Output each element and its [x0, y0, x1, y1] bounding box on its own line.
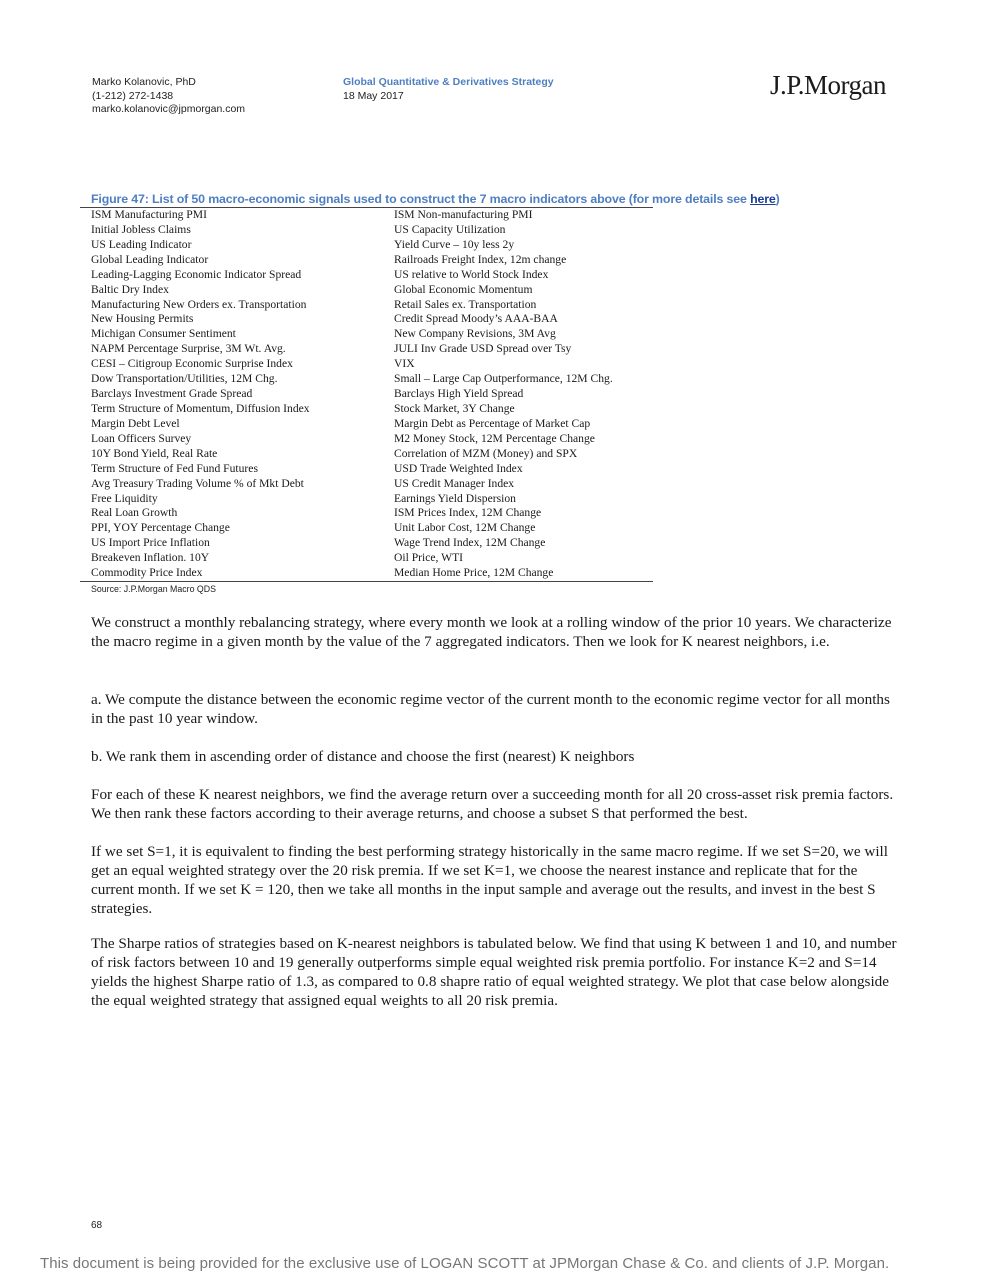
signal-cell-left: Baltic Dry Index: [91, 282, 169, 296]
signals-table: [80, 208, 653, 581]
signal-cell-left: Loan Officers Survey: [91, 431, 192, 445]
signal-cell-right: VIX: [394, 357, 415, 371]
signal-row: [80, 357, 653, 372]
signal-cell-left: Global Leading Indicator: [91, 252, 209, 266]
signal-cell-left: Real Loan Growth: [91, 506, 178, 520]
signal-cell-right: New Company Revisions, 3M Avg: [394, 327, 556, 341]
paragraph-intro: [91, 613, 899, 651]
signal-row: [80, 223, 653, 238]
signal-row: [80, 238, 653, 253]
signal-cell-right: ISM Prices Index, 12M Change: [394, 506, 542, 520]
signal-cell-right: Global Economic Momentum: [394, 282, 533, 296]
paragraph-text: We construct a monthly rebalancing strategy, where every month we look at a rolling window of the prior 10 years. We characterize the macro regime in a given month by the value of the 7 aggregated indicators. Then we look for K nearest neighbors, i.e.: [91, 614, 892, 651]
page-number: 68: [91, 1220, 103, 1231]
signal-cell-left: 10Y Bond Yield, Real Rate: [91, 446, 218, 460]
signal-cell-left: Margin Debt Level: [91, 416, 180, 430]
paragraph-average-return: [91, 785, 899, 823]
signal-row: [80, 417, 653, 432]
signal-cell-right: Margin Debt as Percentage of Market Cap: [394, 416, 591, 430]
paragraph-parameters: [91, 842, 899, 918]
paragraph-text: b. We rank them in ascending order of distance and choose the first (nearest) K neighbors: [91, 748, 635, 765]
signal-cell-left: Breakeven Inflation. 10Y: [91, 551, 210, 565]
signal-cell-right: Stock Market, 3Y Change: [394, 401, 515, 415]
signal-cell-left: Manufacturing New Orders ex. Transportation: [91, 297, 307, 311]
signal-row: [80, 521, 653, 536]
signal-cell-left: New Housing Permits: [91, 312, 194, 326]
signal-cell-left: Michigan Consumer Sentiment: [91, 327, 236, 341]
author-email[interactable]: marko.kolanovic@jpmorgan.com: [92, 103, 246, 115]
department-block: [343, 76, 554, 103]
author-block: [92, 76, 245, 117]
signal-row: [80, 208, 653, 223]
signal-row: [80, 372, 653, 387]
signal-cell-left: Dow Transportation/Utilities, 12M Chg.: [91, 372, 278, 386]
signals-table-container: [80, 207, 653, 582]
report-date: 18 May 2017: [343, 89, 404, 102]
paragraph-step-a: [91, 690, 899, 728]
signal-row: [80, 477, 653, 492]
signal-cell-right: Unit Labor Cost, 12M Change: [394, 521, 536, 535]
signal-row: [80, 536, 653, 551]
signal-row: [80, 462, 653, 477]
signal-cell-right: ISM Non-manufacturing PMI: [394, 208, 533, 221]
signal-cell-left: Barclays Investment Grade Spread: [91, 387, 253, 401]
signal-cell-left: Commodity Price Index: [91, 566, 203, 580]
signal-row: [80, 432, 653, 447]
signal-cell-right: M2 Money Stock, 12M Percentage Change: [394, 431, 595, 445]
signal-row: [80, 342, 653, 357]
signal-row: [80, 551, 653, 566]
paragraph-text: For each of these K nearest neighbors, we find the average return over a succeeding month for all 20 cross-asset risk premia factors. We then rank these factors according to their average returns, and choose a subset S that performed the best.: [91, 786, 894, 823]
signal-cell-right: US Capacity Utilization: [394, 222, 506, 236]
signal-row: [80, 312, 653, 327]
signal-row: [80, 283, 653, 298]
paragraph-text: The Sharpe ratios of strategies based on K-nearest neighbors is tabulated below. We find that using K between 1 and 10, and number of risk factors between 10 and 19 generally outperforms simple equal weighted risk premia portfolio. For instance K=2 and S=14 yields the highest Sharpe ratio of 1.3, as compared to 0.8 shapre ratio of equal weighted strategy. We plot that case below alongside the equal weighted strategy that assigned equal weights to all 20 risk premia.: [91, 935, 897, 1010]
paragraph-text: a. We compute the distance between the economic regime vector of the current month to the economic regime vector for all months in the past 10 year window.: [91, 691, 890, 728]
signal-row: [80, 253, 653, 268]
signal-cell-right: Railroads Freight Index, 12m change: [394, 252, 567, 266]
signal-row: [80, 402, 653, 417]
signal-cell-left: Avg Treasury Trading Volume % of Mkt Debt: [91, 476, 304, 490]
signal-cell-left: Free Liquidity: [91, 491, 158, 505]
signal-cell-left: PPI, YOY Percentage Change: [91, 521, 230, 535]
signal-cell-left: Term Structure of Fed Fund Futures: [91, 461, 258, 475]
signal-cell-left: US Leading Indicator: [91, 237, 192, 251]
signal-cell-right: Barclays High Yield Spread: [394, 387, 524, 401]
author-name: Marko Kolanovic, PhD: [92, 76, 196, 88]
signal-cell-right: Median Home Price, 12M Change: [394, 566, 554, 580]
signal-row: [80, 492, 653, 507]
signal-cell-left: CESI – Citigroup Economic Surprise Index: [91, 357, 293, 371]
figure-title: [91, 192, 780, 206]
signal-cell-right: US relative to World Stock Index: [394, 267, 549, 281]
paragraph-step-b: [91, 747, 899, 766]
signals-table-body: [80, 208, 653, 581]
signal-row: [80, 566, 653, 581]
author-phone: (1-212) 272-1438: [92, 89, 174, 102]
paragraph-text: If we set S=1, it is equivalent to finding the best performing strategy historically in the same macro regime. If we set S=20, we will get an equal weighted strategy over the 20 risk premia. If we set K=1, we choose the nearest instance and replicate that for the current month. If we set K = 120, then we take all months in the input sample and average out the results, and invest in the best S strategies.: [91, 843, 888, 918]
signal-cell-right: US Credit Manager Index: [394, 476, 515, 490]
signal-row: [80, 387, 653, 402]
signal-row: [80, 268, 653, 283]
signal-cell-right: Credit Spread Moody’s AAA-BAA: [394, 312, 558, 326]
signal-cell-left: Leading-Lagging Economic Indicator Spread: [91, 267, 302, 281]
signal-cell-left: NAPM Percentage Surprise, 3M Wt. Avg.: [91, 342, 286, 356]
signal-cell-right: Wage Trend Index, 12M Change: [394, 536, 546, 550]
signal-cell-right: Retail Sales ex. Transportation: [394, 297, 537, 311]
signal-cell-right: USD Trade Weighted Index: [394, 461, 523, 475]
figure-title-end: ): [775, 192, 780, 206]
figure-here-link[interactable]: here: [750, 192, 776, 206]
signal-cell-right: Yield Curve – 10y less 2y: [394, 237, 515, 251]
signal-cell-right: Oil Price, WTI: [394, 551, 464, 565]
signal-cell-right: JULI Inv Grade USD Spread over Tsy: [394, 342, 572, 356]
signal-cell-right: Correlation of MZM (Money) and SPX: [394, 446, 578, 460]
signal-cell-left: Initial Jobless Claims: [91, 222, 191, 236]
distribution-footer: This document is being provided for the exclusive use of LOGAN SCOTT at JPMorgan Chase & Co. and clients of J.P. Morgan.: [40, 1255, 890, 1272]
signal-cell-left: US Import Price Inflation: [91, 536, 210, 550]
jpmorgan-logo: J.P.Morgan: [770, 70, 887, 100]
signal-cell-right: Earnings Yield Dispersion: [394, 491, 516, 505]
figure-source: Source: J.P.Morgan Macro QDS: [91, 584, 216, 594]
signal-row: [80, 506, 653, 521]
signal-row: [80, 327, 653, 342]
signal-row: [80, 447, 653, 462]
signal-cell-left: ISM Manufacturing PMI: [91, 208, 207, 221]
figure-title-text: Figure 47: List of 50 macro-economic signals used to construct the 7 macro indicators above (for more details see: [91, 192, 751, 206]
signal-cell-right: Small – Large Cap Outperformance, 12M Chg.: [394, 372, 613, 386]
paragraph-sharpe: [91, 934, 899, 1010]
signal-cell-left: Term Structure of Momentum, Diffusion Index: [91, 401, 310, 415]
signal-row: [80, 298, 653, 313]
department-name: Global Quantitative & Derivatives Strategy: [343, 76, 554, 88]
